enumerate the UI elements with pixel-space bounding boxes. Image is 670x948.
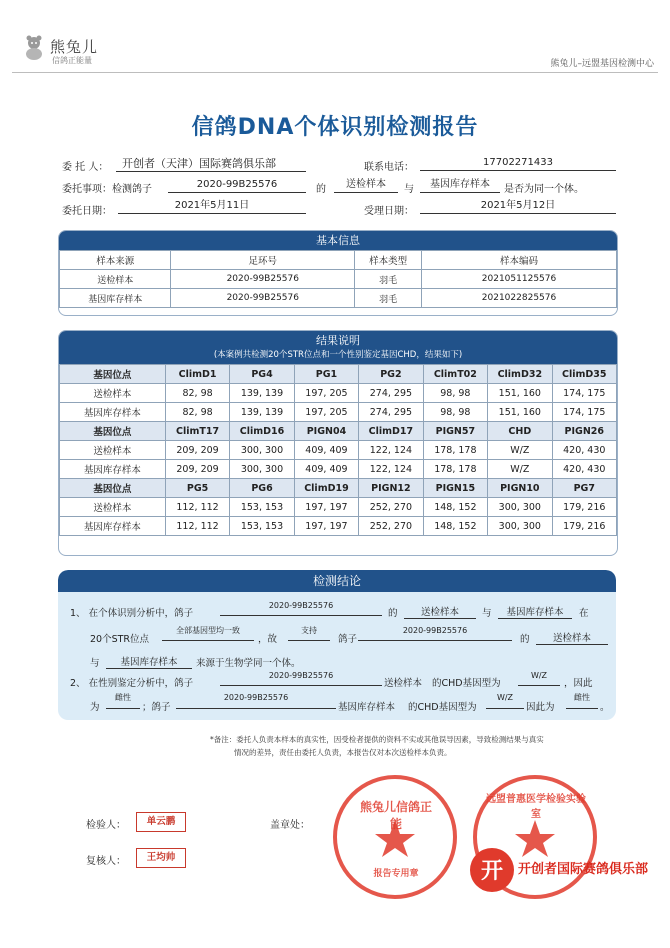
table-cell: 139, 139 bbox=[230, 384, 294, 403]
conclusion-genotype-fill: 全部基因型均一致 bbox=[162, 626, 254, 641]
conclusion-pigeon: 鸽子 bbox=[338, 634, 358, 645]
conclusion-and: 与 bbox=[482, 608, 492, 619]
table-cell: 98, 98 bbox=[423, 403, 487, 422]
table-cell: 151, 160 bbox=[488, 403, 552, 422]
conclusion-sample4: 基因库存样本 bbox=[106, 654, 192, 669]
report-seal-stamp bbox=[330, 772, 460, 902]
loci-header-cell: 基因位点 bbox=[60, 479, 166, 498]
conclusion-p2-sex2: 雌性 bbox=[566, 693, 598, 709]
conclusion-p2-therefore: ，因此 bbox=[564, 678, 593, 689]
client-underline bbox=[116, 157, 306, 172]
table-cell: 151, 160 bbox=[488, 384, 552, 403]
reviewer-label: 复核人： bbox=[86, 856, 126, 867]
conclusion-ring-fill: 2020-99B25576 bbox=[220, 601, 382, 616]
table-cell: 送检样本 bbox=[60, 384, 166, 403]
report-title: 信鸽DNA个体识别检测报告 bbox=[191, 115, 479, 140]
loci-header-cell: PG5 bbox=[165, 479, 229, 498]
conclusion-p2-chd2: 的CHD基因型为 bbox=[408, 702, 477, 713]
table-cell: 300, 300 bbox=[488, 517, 552, 536]
table-cell: 197, 205 bbox=[294, 403, 358, 422]
table-cell: 179, 216 bbox=[552, 498, 616, 517]
table-cell: 148, 152 bbox=[423, 498, 487, 517]
matter-sample1: 送检样本 bbox=[334, 179, 398, 193]
loci-header-cell: ClimT02 bbox=[423, 365, 487, 384]
table-cell: 197, 197 bbox=[294, 517, 358, 536]
table-cell: 基因库存样本 bbox=[60, 403, 166, 422]
loci-header-cell: 基因位点 bbox=[60, 365, 166, 384]
table-cell: 2021051125576 bbox=[422, 270, 617, 289]
matter-sample2: 基因库存样本 bbox=[420, 179, 500, 193]
date-value: 2021年5月11日 bbox=[118, 200, 306, 214]
loci-header-cell: PG4 bbox=[230, 365, 294, 384]
loci-header-cell: PIGN04 bbox=[294, 422, 358, 441]
table-cell: 122, 124 bbox=[359, 441, 423, 460]
loci-header-cell: PG7 bbox=[552, 479, 616, 498]
table-cell: 274, 295 bbox=[359, 403, 423, 422]
client-label: 委 托 人： bbox=[62, 162, 109, 173]
checker-label: 检验人： bbox=[86, 820, 126, 831]
client-value: 开创者（天津）国际赛鸽俱乐部 bbox=[122, 157, 276, 170]
loci-header-row bbox=[60, 479, 617, 498]
loci-header-cell: PG2 bbox=[359, 365, 423, 384]
table-cell: 基因库存样本 bbox=[60, 460, 166, 479]
club-name-text: 开创者国际赛鸽俱乐部 bbox=[518, 862, 649, 877]
table-cell: 2021022825576 bbox=[422, 289, 617, 308]
phone-value: 17702271433 bbox=[420, 157, 616, 171]
checker-name: 单云鹏 bbox=[136, 812, 186, 832]
conclusion-p2-pigeon: ；鸽子 bbox=[142, 702, 171, 713]
matter-ring: 2020-99B25576 bbox=[168, 179, 306, 193]
loci-header-row bbox=[60, 422, 617, 441]
seal-bottom-text: 报告专用章 bbox=[373, 869, 419, 879]
loci-header-row bbox=[60, 365, 617, 384]
table-cell: 82, 98 bbox=[165, 384, 229, 403]
basic-info-section bbox=[58, 230, 618, 316]
table-cell: 139, 139 bbox=[230, 403, 294, 422]
basic-header-cell: 样本来源 bbox=[60, 251, 171, 270]
loci-header-cell: ClimD32 bbox=[488, 365, 552, 384]
table-cell: 197, 197 bbox=[294, 498, 358, 517]
results-section bbox=[58, 330, 618, 556]
loci-header-cell: 基因位点 bbox=[60, 422, 166, 441]
table-cell: 409, 409 bbox=[294, 441, 358, 460]
loci-header-cell: ClimT17 bbox=[165, 422, 229, 441]
seal-label: 盖章处： bbox=[270, 820, 310, 831]
conclusion-in: 在 bbox=[579, 608, 589, 619]
table-cell: 197, 205 bbox=[294, 384, 358, 403]
loci-header-cell: ClimD1 bbox=[165, 365, 229, 384]
conclusion-p2-start: 2、 在性别鉴定分析中，鸽子 bbox=[70, 678, 194, 689]
results-header bbox=[59, 331, 617, 364]
table-cell: 羽毛 bbox=[355, 270, 422, 289]
table-cell: 基因库存样本 bbox=[60, 517, 166, 536]
table-cell: 2020-99B25576 bbox=[171, 289, 355, 308]
matter-and: 与 bbox=[404, 184, 414, 195]
conclusion-support-fill: 支持 bbox=[288, 626, 330, 641]
header-divider bbox=[12, 72, 658, 73]
conclusion-ring-fill-2: 2020-99B25576 bbox=[358, 626, 512, 641]
conclusion-sample3: 送检样本 bbox=[536, 630, 608, 645]
loci-header-cell: PIGN26 bbox=[552, 422, 616, 441]
accept-value: 2021年5月12日 bbox=[420, 200, 616, 214]
results-subtitle: (本案例共检测20个STR位点和一个性别鉴定基因CHD，结果如下) bbox=[213, 350, 463, 360]
conclusion-str-count: 20个STR位点 bbox=[90, 634, 150, 645]
note-line-2: 情况的差异，责任由委托人负责，本报告仅对本次送检样本负责。 bbox=[234, 748, 452, 757]
disclaimer-note bbox=[210, 733, 610, 759]
table-cell: 153, 153 bbox=[230, 498, 294, 517]
table-cell: 羽毛 bbox=[355, 289, 422, 308]
seal-top-text: 熊兔儿信鸽正能 bbox=[359, 800, 432, 831]
conclusion-p2-ring: 2020-99B25576 bbox=[220, 671, 382, 686]
table-cell: 178, 178 bbox=[423, 441, 487, 460]
table-cell: 2020-99B25576 bbox=[171, 270, 355, 289]
matter-of: 的 bbox=[316, 184, 326, 195]
brand-slogan: 信鸽正能量 bbox=[52, 56, 92, 65]
conclusion-p2-genotype2: W/Z bbox=[486, 693, 524, 709]
table-cell: 179, 216 bbox=[552, 517, 616, 536]
conclusion-sample1: 送检样本 bbox=[404, 604, 476, 619]
reviewer-name: 王均帅 bbox=[136, 848, 186, 868]
basic-header-cell: 样本类型 bbox=[355, 251, 422, 270]
results-title: 结果说明 bbox=[316, 334, 360, 347]
table-cell: 300, 300 bbox=[230, 460, 294, 479]
table-cell: 112, 112 bbox=[165, 498, 229, 517]
note-line-1: *备注：委托人负责本样本的真实性，因受检者提供的资料不实或其他误导因素，导致检测结果与真实 bbox=[210, 735, 544, 744]
table-cell: W/Z bbox=[488, 460, 552, 479]
lab-seal-top-text: 远盟普惠医学检验实验室 bbox=[486, 794, 586, 820]
svg-text:开: 开 bbox=[480, 859, 504, 884]
table-cell: 274, 295 bbox=[359, 384, 423, 403]
table-cell: 174, 175 bbox=[552, 384, 616, 403]
table-cell: 112, 112 bbox=[165, 517, 229, 536]
table-cell: 420, 430 bbox=[552, 441, 616, 460]
table-cell: 送检样本 bbox=[60, 441, 166, 460]
table-cell: 送检样本 bbox=[60, 498, 166, 517]
loci-header-cell: CHD bbox=[488, 422, 552, 441]
table-row bbox=[60, 403, 617, 422]
loci-header-cell: PIGN12 bbox=[359, 479, 423, 498]
table-cell: 252, 270 bbox=[359, 498, 423, 517]
loci-header-cell: ClimD16 bbox=[230, 422, 294, 441]
table-cell: 409, 409 bbox=[294, 460, 358, 479]
accept-label: 受理日期： bbox=[364, 206, 414, 217]
phone-label: 联系电话： bbox=[364, 162, 414, 173]
table-cell: 153, 153 bbox=[230, 517, 294, 536]
table-cell: 174, 175 bbox=[552, 403, 616, 422]
table-row bbox=[60, 517, 617, 536]
conclusion-p1-start: 1、 在个体识别分析中，鸽子 bbox=[70, 608, 194, 619]
table-row bbox=[60, 270, 617, 289]
table-cell: 122, 124 bbox=[359, 460, 423, 479]
loci-header-cell: ClimD17 bbox=[359, 422, 423, 441]
basic-header-cell: 足环号 bbox=[171, 251, 355, 270]
conclusion-p2-chd: 的CHD基因型为 bbox=[432, 678, 501, 689]
header-right-text: 熊兔儿–远盟基因检测中心 bbox=[550, 59, 654, 69]
table-cell: 基因库存样本 bbox=[60, 289, 171, 308]
conclusion-p2-ring2: 2020-99B25576 bbox=[176, 693, 336, 709]
basic-info-title: 基本信息 bbox=[59, 231, 617, 250]
basic-header-cell: 样本编码 bbox=[422, 251, 617, 270]
date-label: 委托日期： bbox=[62, 206, 112, 217]
conclusion-p2-sample1: 送检样本 bbox=[384, 678, 423, 689]
loci-header-cell: PIGN10 bbox=[488, 479, 552, 498]
loci-header-cell: ClimD19 bbox=[294, 479, 358, 498]
bear-logo-icon bbox=[22, 34, 46, 60]
loci-header-cell: PIGN15 bbox=[423, 479, 487, 498]
table-row bbox=[60, 441, 617, 460]
table-cell: 178, 178 bbox=[423, 460, 487, 479]
conclusion-and-2: 与 bbox=[90, 658, 100, 669]
loci-header-cell: PIGN57 bbox=[423, 422, 487, 441]
conclusion-of: 的 bbox=[388, 608, 398, 619]
table-cell: 252, 270 bbox=[359, 517, 423, 536]
table-row bbox=[60, 460, 617, 479]
table-cell: 82, 98 bbox=[165, 403, 229, 422]
club-logo-icon bbox=[470, 848, 514, 892]
conclusion-p2-sample2: 基因库存样本 bbox=[338, 702, 396, 713]
conclusion-p2-as: 为 bbox=[90, 702, 100, 713]
conclusion-sample2: 基因库存样本 bbox=[498, 604, 572, 619]
conclusion-title: 检测结论 bbox=[58, 570, 616, 592]
brand-name: 熊兔儿 bbox=[50, 38, 99, 56]
table-cell: 送检样本 bbox=[60, 270, 171, 289]
table-cell: 300, 300 bbox=[230, 441, 294, 460]
table-cell: W/Z bbox=[488, 441, 552, 460]
conclusion-p2-end: 。 bbox=[600, 702, 610, 713]
matter-tail: 是否为同一个体。 bbox=[504, 184, 584, 195]
table-cell: 209, 209 bbox=[165, 460, 229, 479]
table-row bbox=[60, 384, 617, 403]
conclusion-so: ，故 bbox=[258, 634, 278, 645]
table-cell: 148, 152 bbox=[423, 517, 487, 536]
table-cell: 98, 98 bbox=[423, 384, 487, 403]
conclusion-p2-genotype1: W/Z bbox=[518, 671, 560, 686]
conclusion-p2-sex1: 雌性 bbox=[106, 693, 140, 709]
table-row bbox=[60, 289, 617, 308]
table-cell: 420, 430 bbox=[552, 460, 616, 479]
table-cell: 300, 300 bbox=[488, 498, 552, 517]
loci-header-cell: PG6 bbox=[230, 479, 294, 498]
conclusion-section bbox=[58, 570, 616, 720]
table-row bbox=[60, 498, 617, 517]
conclusion-p1-end: 来源于生物学同一个体。 bbox=[196, 658, 301, 669]
conclusion-of-2: 的 bbox=[520, 634, 530, 645]
loci-header-cell: PG1 bbox=[294, 365, 358, 384]
matter-label: 委托事项：检测鸽子 bbox=[62, 184, 152, 195]
loci-header-cell: ClimD35 bbox=[552, 365, 616, 384]
loci-table bbox=[59, 364, 617, 536]
table-cell: 209, 209 bbox=[165, 441, 229, 460]
conclusion-p2-thus: 因此为 bbox=[526, 702, 555, 713]
basic-info-table bbox=[59, 250, 617, 308]
